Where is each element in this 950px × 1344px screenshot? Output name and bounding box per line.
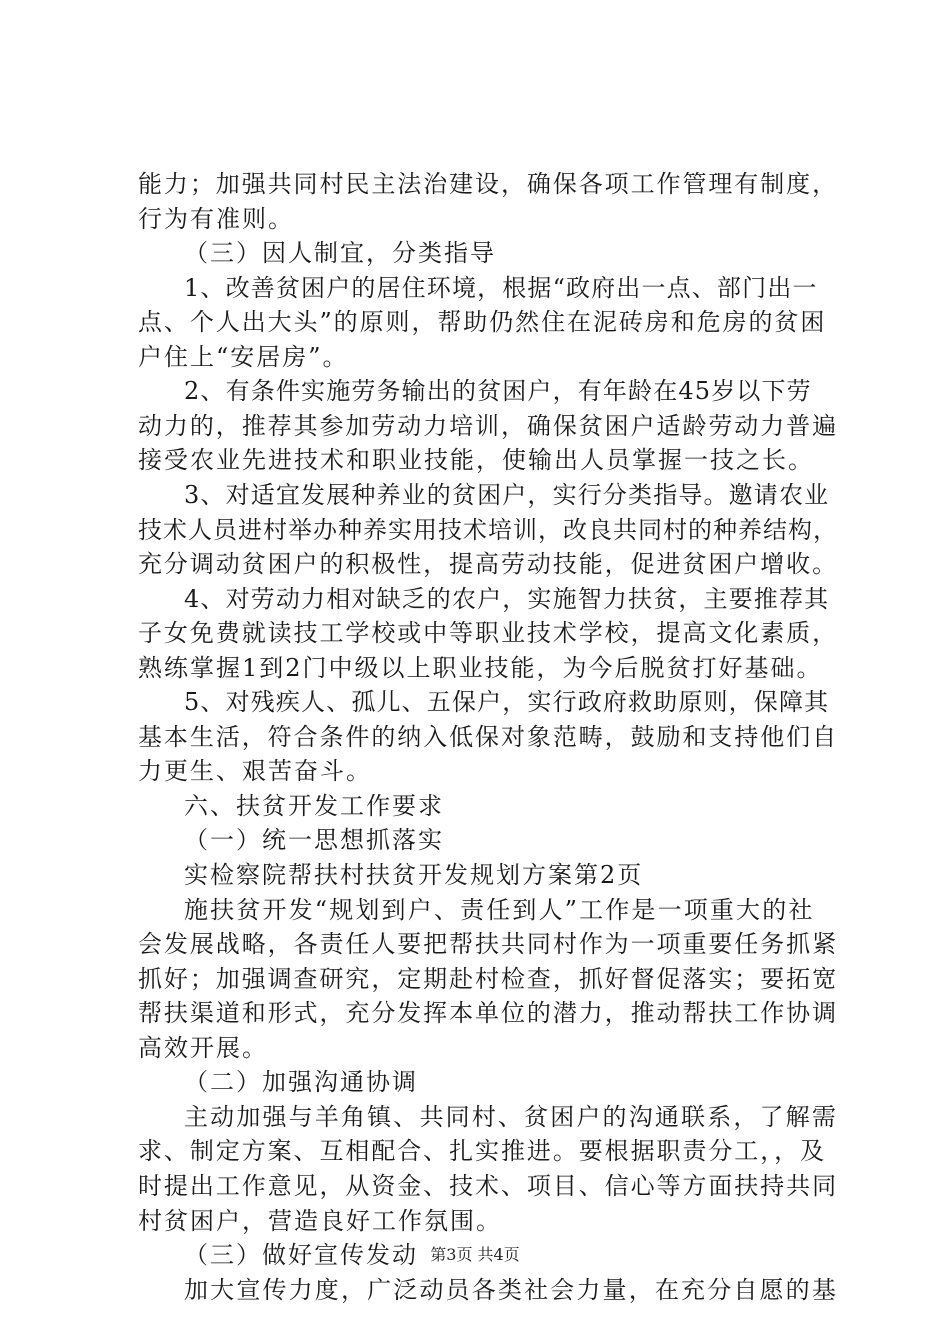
text-line: 加大宣传力度，广泛动员各类社会力量，在充分自愿的基	[184, 1275, 838, 1304]
text-line: （一）统一思想抓落实	[184, 826, 444, 855]
text-line: （三）做好宣传发动	[184, 1241, 418, 1270]
text-line: 基本生活，符合条件的纳入低保对象范畴，鼓励和支持他们自	[138, 722, 838, 751]
text-line: 行为有准则。	[138, 204, 294, 233]
page-footer: 第3页 共4页	[430, 1245, 520, 1264]
text-line: 子女免费就读技工学校或中等职业技术学校，提高文化素质，	[138, 619, 838, 648]
text-line: 抓好；加强调查研究，定期赴村检查，抓好督促落实；要拓宽	[138, 964, 838, 993]
text-line: 接受农业先进技术和职业技能，使输出人员掌握一技之长。	[138, 446, 814, 475]
text-line: 时提出工作意见，从资金、技术、项目、信心等方面扶持共同	[138, 1171, 838, 1200]
text-line: 力更生、艰苦奋斗。	[138, 757, 372, 786]
text-line: 实检察院帮扶村扶贫开发规划方案第2页	[184, 861, 644, 889]
text-line: 六、扶贫开发工作要求	[184, 791, 444, 820]
text-line: 施扶贫开发“规划到户、责任到人”工作是一项重大的社	[184, 895, 815, 924]
text-line: 5、对残疾人、孤儿、五保户，实行政府救助原则，保障其	[184, 688, 830, 717]
text-line: 主动加强与羊角镇、共同村、贫困户的沟通联系，了解需	[184, 1102, 838, 1131]
text-line: 点、个人出大头”的原则，帮助仍然住在泥砖房和危房的贫困	[138, 308, 827, 337]
text-line: 1、改善贫困户的居住环境，根据“政府出一点、部门出一	[184, 273, 818, 302]
text-line: 4、对劳动力相对缺乏的农户，实施智力扶贫，主要推荐其	[184, 584, 830, 613]
text-line: 会发展战略，各责任人要把帮扶共同村作为一项重要任务抓紧	[138, 930, 838, 959]
text-line: 能力；加强共同村民主法治建设，确保各项工作管理有制度，	[138, 170, 838, 198]
text-line: 求、制定方案、互相配合、扎实推进。要根据职责分工，，及	[138, 1137, 826, 1166]
text-line: （二）加强沟通协调	[184, 1068, 418, 1097]
text-line: 技术人员进村举办种养实用技术培训，改良共同村的种养结构，	[138, 515, 838, 544]
text-line: 动力的，推荐其参加劳动力培训，确保贫困户适龄劳动力普遍	[138, 411, 838, 440]
text-line: 3、对适宜发展种养业的贫困户，实行分类指导。邀请农业	[184, 480, 830, 509]
text-line: 村贫困户，营造良好工作氛围。	[138, 1206, 502, 1235]
text-line: （三）因人制宜，分类指导	[184, 239, 496, 268]
text-line: 充分调动贫困户的积极性，提高劳动技能，促进贫困户增收。	[138, 550, 838, 579]
text-line: 户住上“安居房”。	[138, 342, 349, 371]
text-line: 帮扶渠道和形式，充分发挥本单位的潜力，推动帮扶工作协调	[138, 999, 838, 1028]
text-line: 高效开展。	[138, 1033, 268, 1062]
text-line: 熟练掌握1到2门中级以上职业技能，为今后脱贫打好基础。	[138, 653, 823, 682]
text-line: 2、有条件实施劳务输出的贫困户，有年龄在45岁以下劳	[184, 377, 812, 406]
